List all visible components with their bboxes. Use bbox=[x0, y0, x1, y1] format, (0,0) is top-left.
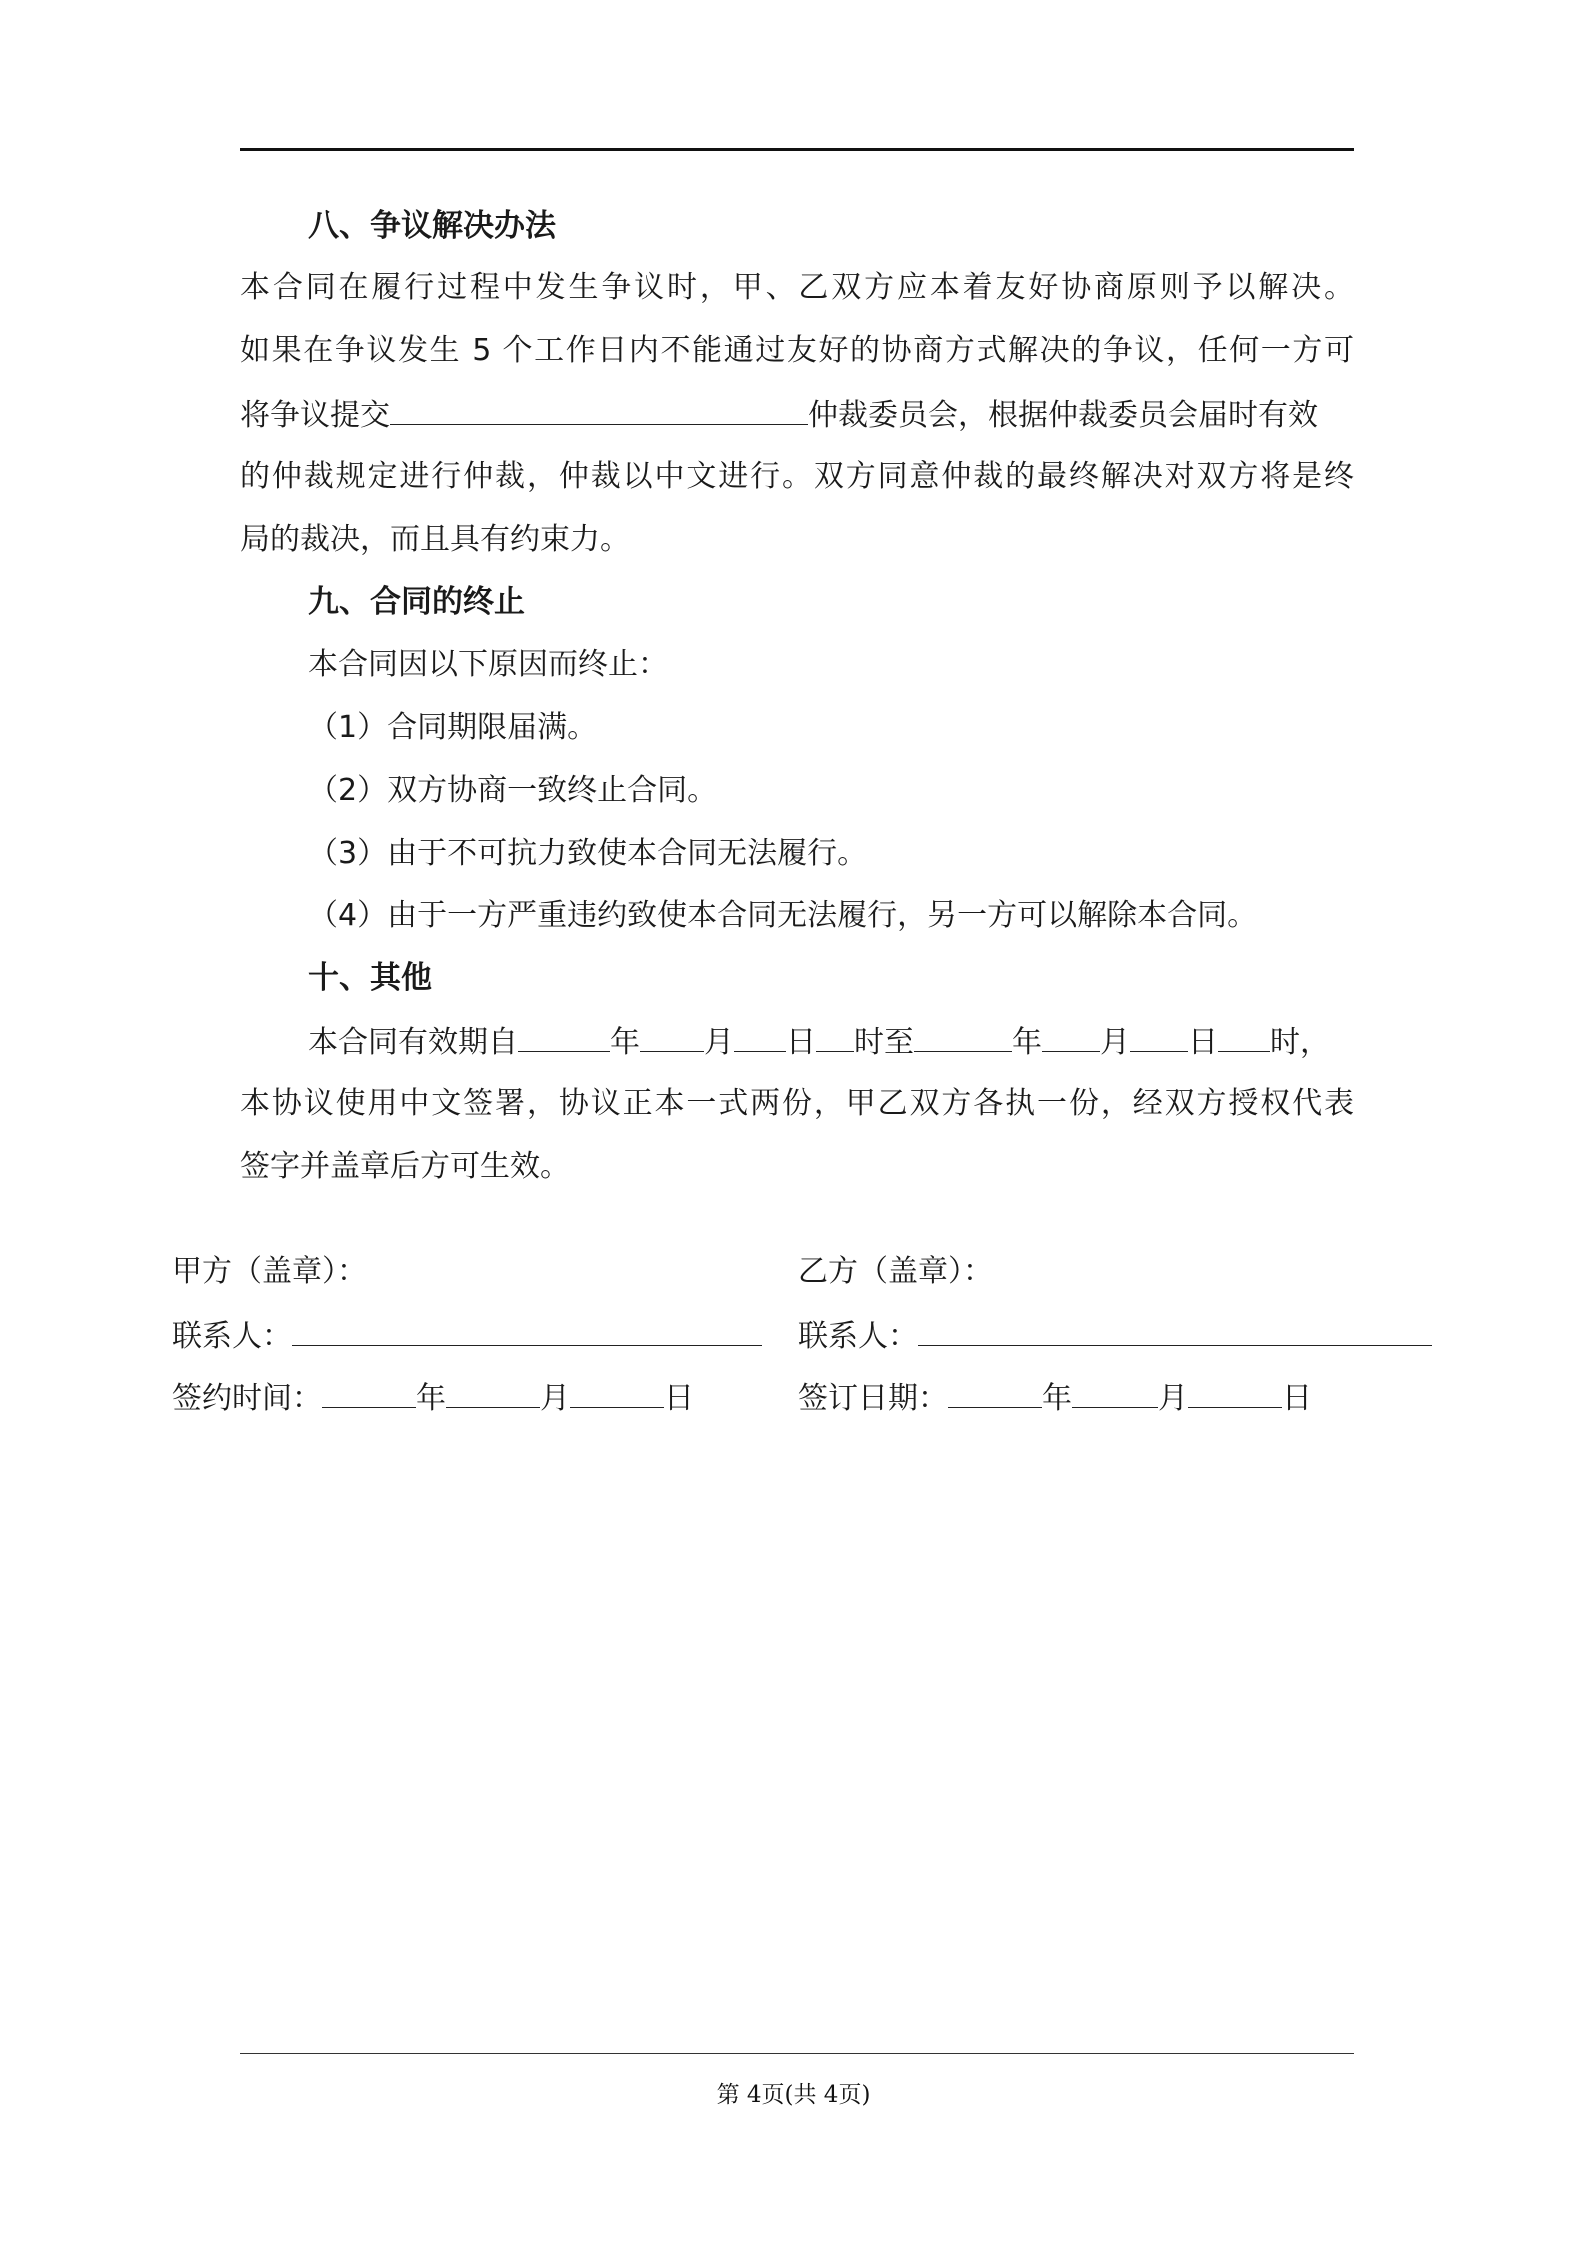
section-8-heading: 八、争议解决办法 bbox=[308, 208, 556, 244]
arbitration-prefix: 将争议提交 bbox=[240, 398, 390, 433]
end-month-label: 月 bbox=[1100, 1025, 1130, 1060]
party-a-year-label: 年 bbox=[416, 1381, 446, 1416]
party-a-month-blank[interactable] bbox=[446, 1377, 540, 1408]
start-year-label: 年 bbox=[610, 1025, 640, 1060]
section-8-line-2: 如果在争议发生 5 个工作日内不能通过友好的协商方式解决的争议，任何一方可 bbox=[240, 333, 1354, 368]
section-8-line-3 bbox=[240, 394, 1318, 436]
end-hour-label: 时， bbox=[1270, 1025, 1330, 1060]
end-month-blank[interactable] bbox=[1042, 1021, 1100, 1052]
termination-item-4: （4）由于一方严重违约致使本合同无法履行，另一方可以解除本合同。 bbox=[308, 898, 1258, 933]
party-b-month-label: 月 bbox=[1158, 1381, 1188, 1416]
start-day-blank[interactable] bbox=[734, 1021, 786, 1052]
party-a-date-line bbox=[172, 1377, 694, 1419]
party-b-month-blank[interactable] bbox=[1072, 1377, 1158, 1408]
party-b-seal-label: 乙方（盖章）： bbox=[798, 1254, 993, 1289]
validity-period-line bbox=[308, 1021, 1330, 1063]
arbitration-suffix: 仲裁委员会，根据仲裁委员会届时有效 bbox=[808, 398, 1318, 433]
start-day-label: 日 bbox=[786, 1025, 816, 1060]
party-a-contact-blank[interactable] bbox=[292, 1315, 762, 1346]
section-9-intro: 本合同因以下原因而终止： bbox=[308, 647, 668, 682]
start-month-blank[interactable] bbox=[640, 1021, 704, 1052]
start-year-blank[interactable] bbox=[518, 1021, 610, 1052]
party-a-day-label: 日 bbox=[664, 1381, 694, 1416]
section-8-line-5: 局的裁决，而且具有约束力。 bbox=[240, 522, 630, 557]
party-a-day-blank[interactable] bbox=[570, 1377, 664, 1408]
party-a-month-label: 月 bbox=[540, 1381, 570, 1416]
party-b-contact-blank[interactable] bbox=[918, 1315, 1432, 1346]
page-number: 第 4页(共 4页) bbox=[716, 2082, 871, 2108]
party-a-seal-label: 甲方（盖章）： bbox=[172, 1254, 367, 1289]
termination-item-1: （1）合同期限届满。 bbox=[308, 710, 598, 745]
section-10-heading: 十、其他 bbox=[308, 960, 432, 996]
party-b-date-label: 签订日期： bbox=[798, 1381, 948, 1416]
end-year-label: 年 bbox=[1012, 1025, 1042, 1060]
party-b-year-blank[interactable] bbox=[948, 1377, 1042, 1408]
arbitration-body-blank[interactable] bbox=[390, 394, 808, 425]
party-b-day-label: 日 bbox=[1282, 1381, 1312, 1416]
start-month-label: 月 bbox=[704, 1025, 734, 1060]
party-b-year-label: 年 bbox=[1042, 1381, 1072, 1416]
header-rule bbox=[240, 148, 1354, 151]
termination-item-2: （2）双方协商一致终止合同。 bbox=[308, 773, 718, 808]
party-a-contact-label: 联系人： bbox=[172, 1319, 292, 1354]
section-10-line-3: 签字并盖章后方可生效。 bbox=[240, 1149, 570, 1184]
end-hour-blank[interactable] bbox=[1218, 1021, 1270, 1052]
party-a-date-label: 签约时间： bbox=[172, 1381, 322, 1416]
section-9-heading: 九、合同的终止 bbox=[308, 584, 525, 620]
end-day-blank[interactable] bbox=[1130, 1021, 1188, 1052]
start-hour-label: 时至 bbox=[854, 1025, 914, 1060]
end-day-label: 日 bbox=[1188, 1025, 1218, 1060]
section-8-line-1: 本合同在履行过程中发生争议时，甲、乙双方应本着友好协商原则予以解决。 bbox=[240, 270, 1354, 305]
termination-item-3: （3）由于不可抗力致使本合同无法履行。 bbox=[308, 836, 868, 871]
section-8-line-4: 的仲裁规定进行仲裁，仲裁以中文进行。双方同意仲裁的最终解决对双方将是终 bbox=[240, 459, 1354, 494]
section-10-line-2: 本协议使用中文签署，协议正本一式两份，甲乙双方各执一份，经双方授权代表 bbox=[240, 1086, 1354, 1121]
start-hour-blank[interactable] bbox=[816, 1021, 854, 1052]
party-a-year-blank[interactable] bbox=[322, 1377, 416, 1408]
party-b-day-blank[interactable] bbox=[1188, 1377, 1282, 1408]
validity-prefix: 本合同有效期自 bbox=[308, 1025, 518, 1060]
party-b-date-line bbox=[798, 1377, 1312, 1419]
party-a-contact-line bbox=[172, 1315, 762, 1357]
footer-rule bbox=[240, 2053, 1354, 2054]
party-b-contact-label: 联系人： bbox=[798, 1319, 918, 1354]
party-b-contact-line bbox=[798, 1315, 1432, 1357]
end-year-blank[interactable] bbox=[914, 1021, 1012, 1052]
